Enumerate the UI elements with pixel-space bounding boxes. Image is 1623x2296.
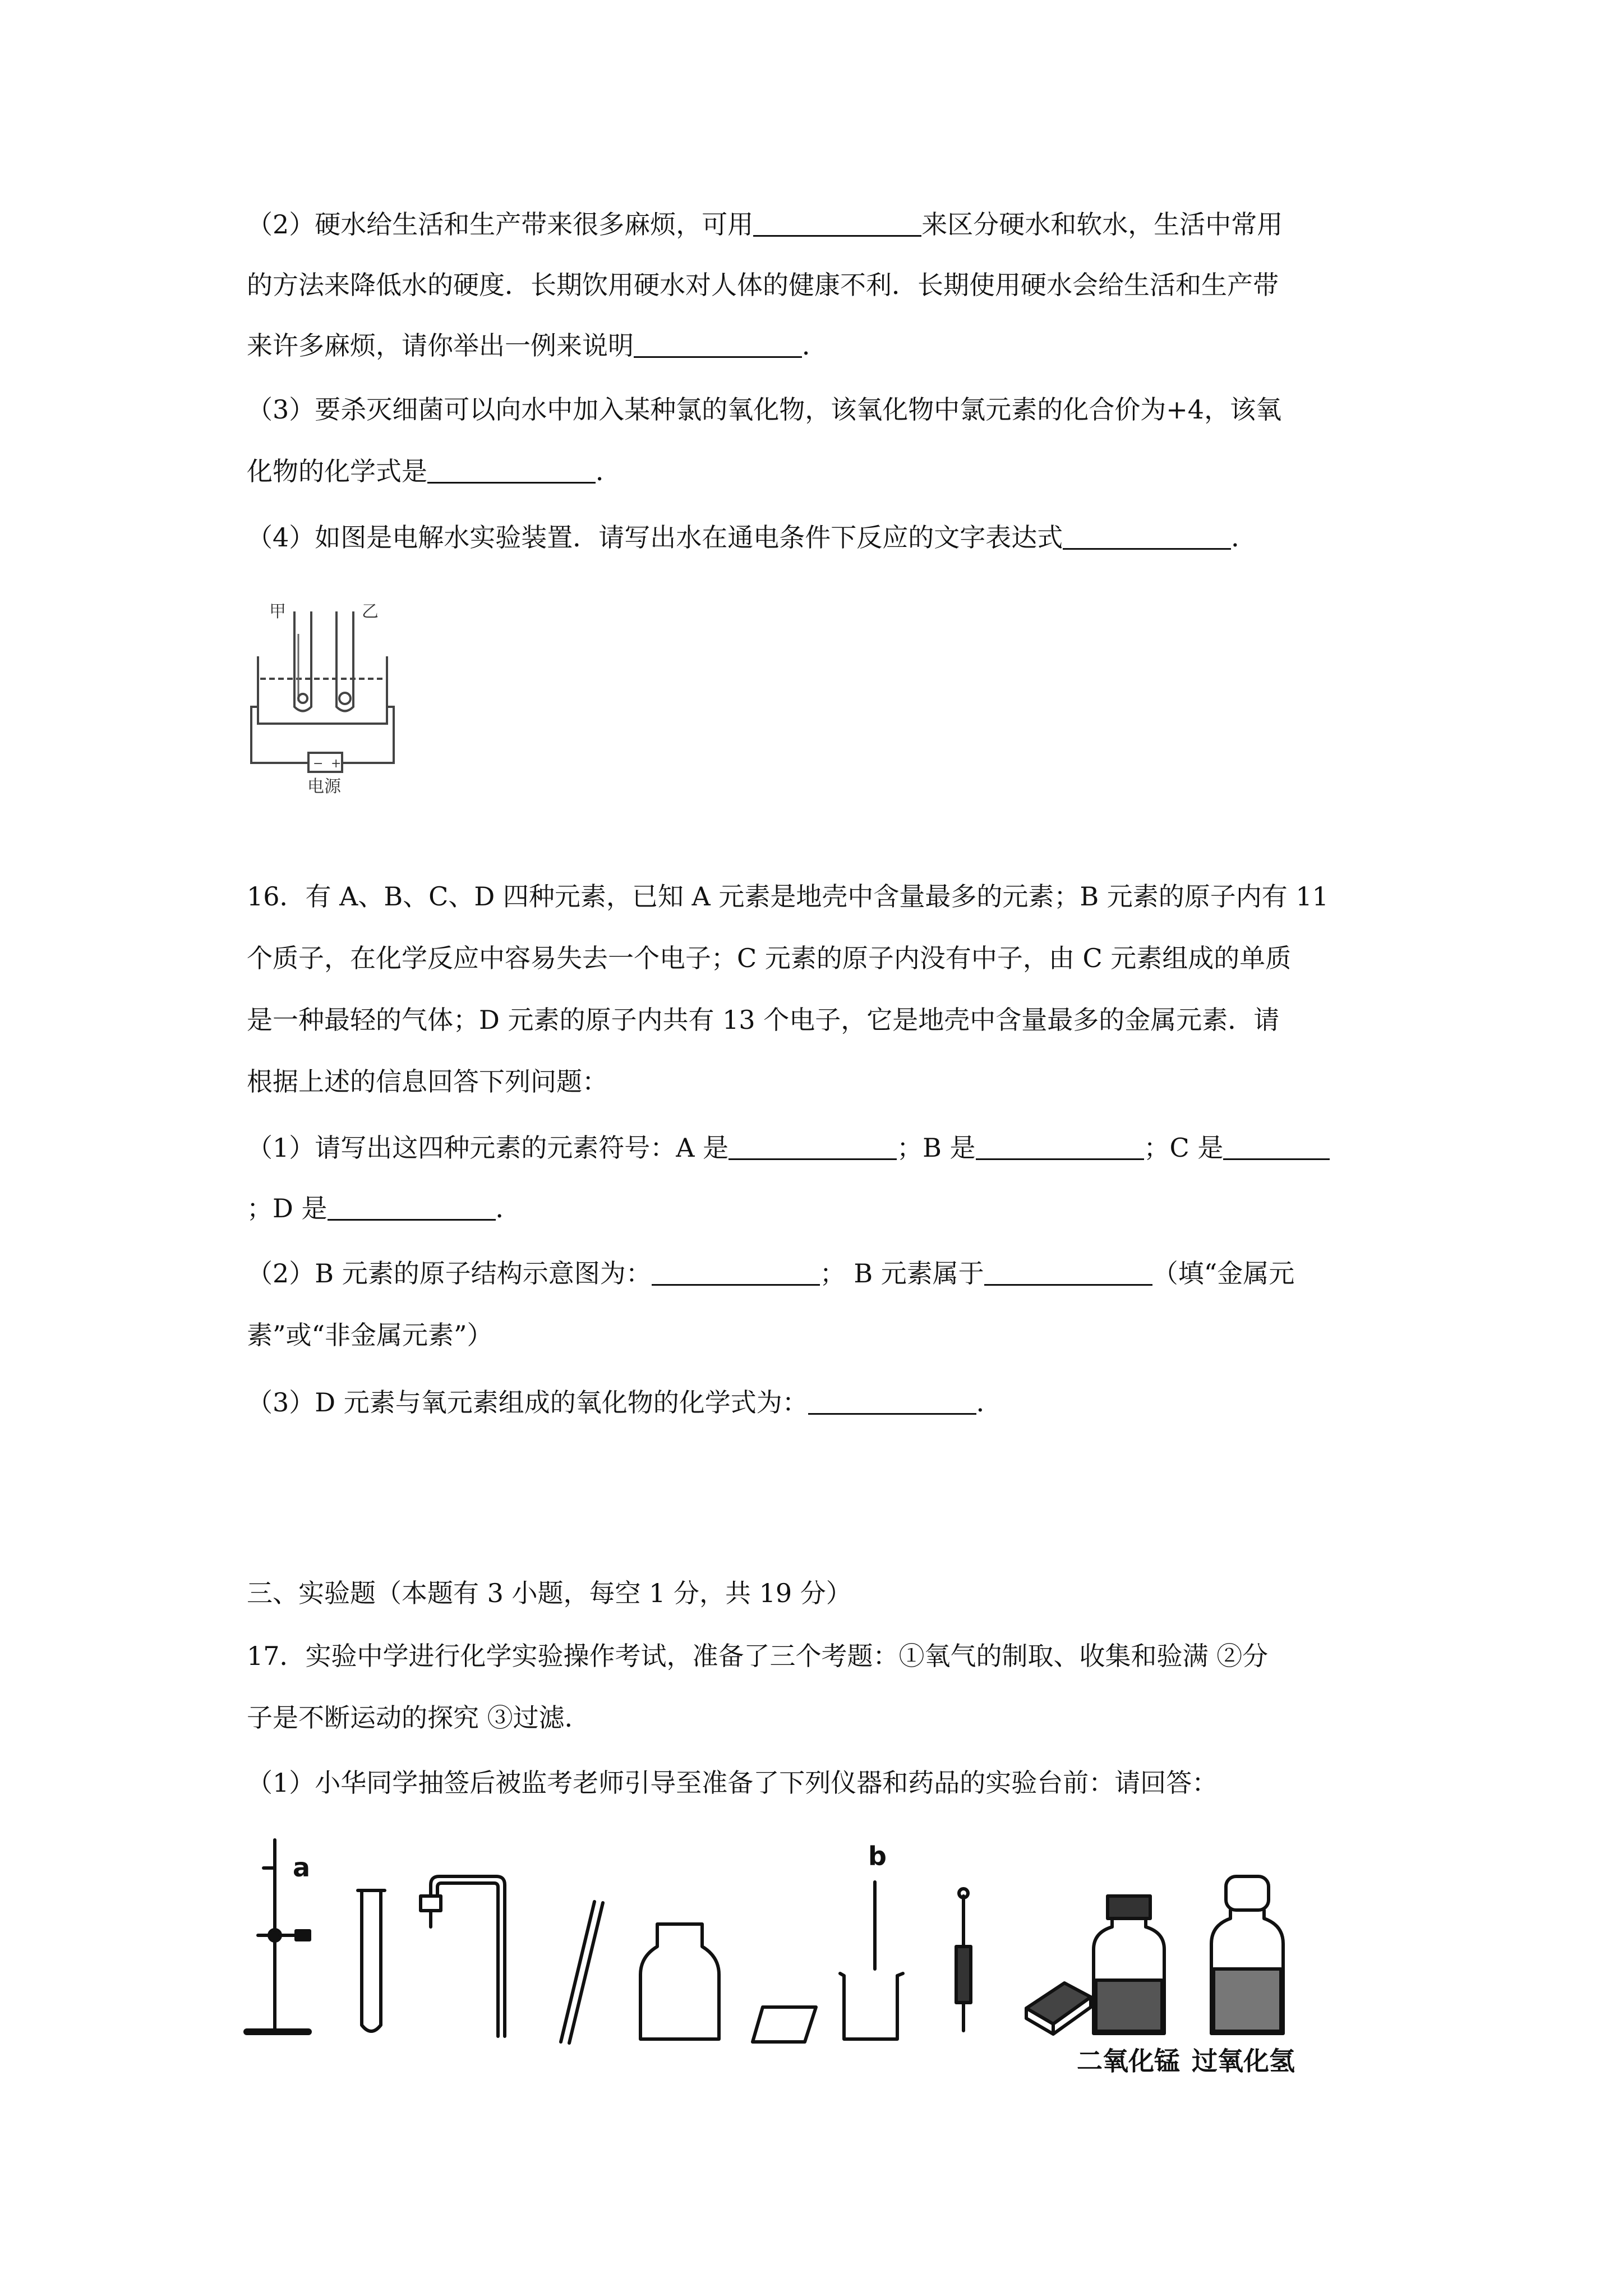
text: ．	[1231, 522, 1257, 553]
q16-stem-line4: 根据上述的信息回答下列问题：	[247, 1066, 608, 1097]
power-plus: +	[331, 757, 342, 771]
test-tube-icon	[358, 1890, 385, 2031]
label-a: a	[293, 1852, 311, 1883]
text: 来区分硬水和软水，生活中常用	[921, 209, 1283, 240]
reagent-label-2: 过氧化氢	[1192, 2046, 1295, 2076]
q15-part4-line1	[247, 521, 1257, 554]
answer-blank[interactable]	[652, 1259, 820, 1286]
answer-blank-d[interactable]	[328, 1194, 496, 1221]
text: 来许多麻烦，请你举出一例来说明	[247, 330, 634, 361]
delivery-tube-icon	[421, 1876, 505, 2036]
text: （填“金属元	[1152, 1258, 1295, 1289]
text: （2）硬水给生活和生产带来很多麻烦，可用	[247, 209, 754, 240]
text: ．	[495, 1193, 522, 1223]
q16-part1-line2	[247, 1191, 522, 1225]
text: （3）D 元素与氧元素组成的氧化物的化学式为：	[247, 1387, 808, 1418]
beaker-icon	[840, 1882, 903, 2039]
answer-blank[interactable]	[984, 1259, 1152, 1286]
q15-part3-line2	[247, 454, 621, 488]
power-minus: −	[313, 757, 324, 771]
text: 化物的化学式是	[247, 456, 427, 486]
text: （4）如图是电解水实验装置．请写出水在通电条件下反应的文字表达式	[247, 522, 1063, 553]
answer-blank[interactable]	[1063, 523, 1231, 550]
text: ；C 是	[1144, 1133, 1224, 1163]
answer-blank-c[interactable]	[1223, 1134, 1330, 1160]
q17-part1: （1）小华同学抽签后被监考老师引导至准备了下列仪器和药品的实验台前：请回答：	[247, 1768, 1218, 1798]
q16-part3-line1	[247, 1386, 1002, 1419]
q15-part3-line1: （3）要杀灭细菌可以向水中加入某种氯的氧化物，该氧化物中氯元素的化合价为+4，该氧	[247, 394, 1282, 425]
q15-part2-line1	[247, 208, 1283, 241]
answer-blank[interactable]	[753, 210, 921, 237]
text: （2）B 元素的原子结构示意图为：	[247, 1258, 652, 1289]
text: ；D 是	[247, 1193, 328, 1223]
hydrogen-peroxide-bottle-icon	[1211, 1876, 1283, 2033]
q16-part2-line1	[247, 1257, 1294, 1290]
text: ； B 元素属于	[819, 1258, 984, 1289]
q15-part2-line2: 的方法来降低水的硬度．长期饮用硬水对人体的健康不利．长期使用硬水会给生活和生产带	[247, 270, 1279, 300]
text: ．	[596, 456, 621, 486]
answer-blank[interactable]	[634, 332, 802, 358]
answer-blank-b[interactable]	[976, 1134, 1144, 1160]
q16-stem-line1: 16．有 A、B、C、D 四种元素，已知 A 元素是地壳中含量最多的元素；B 元素的原子内有 11	[247, 881, 1329, 912]
electrolysis-figure	[247, 595, 404, 797]
label-b: b	[868, 1841, 887, 1871]
answer-blank-a[interactable]	[728, 1134, 897, 1160]
q16-stem-line2: 个质子，在化学反应中容易失去一个电子；C 元素的原子内没有中子，由 C 元素组成的单质	[247, 943, 1292, 973]
q16-stem-line3: 是一种最轻的气体；D 元素的原子内共有 13 个电子，它是地壳中含量最多的金属元素．请	[247, 1005, 1280, 1035]
q15-part2-line3	[247, 329, 828, 362]
answer-blank[interactable]	[808, 1388, 976, 1415]
manganese-dioxide-bottle-icon	[1094, 1896, 1164, 2033]
q16-part1-line1	[247, 1131, 1330, 1165]
text: （1）请写出这四种元素的元素符号：A 是	[247, 1133, 729, 1163]
collecting-bottle-icon	[640, 1924, 719, 2039]
text: ．	[802, 330, 828, 361]
glass-rod-icon	[561, 1902, 603, 2043]
right-tube-label: 乙	[362, 602, 379, 622]
matchbox-icon	[1026, 1983, 1091, 2034]
text: ；B 是	[897, 1133, 976, 1163]
q16-part2-line2: 素”或“非金属元素”）	[247, 1320, 493, 1350]
text: ．	[976, 1387, 1002, 1418]
reagent-label-1: 二氧化锰	[1077, 2046, 1180, 2076]
left-tube-label: 甲	[269, 602, 286, 622]
answer-blank[interactable]	[427, 457, 596, 484]
apparatus-figure	[241, 1829, 1352, 2076]
dropper-icon	[956, 1889, 971, 2031]
power-label: 电源	[307, 777, 341, 797]
glass-plate-icon	[753, 2007, 816, 2042]
q17-stem-line1: 17．实验中学进行化学实验操作考试，准备了三个考题：①氧气的制取、收集和验满 ②分	[247, 1641, 1269, 1671]
section3-heading: 三、实验题（本题有 3 小题，每空 1 分，共 19 分）	[247, 1578, 852, 1608]
q17-stem-line2: 子是不断运动的探究 ③过滤．	[247, 1703, 591, 1733]
